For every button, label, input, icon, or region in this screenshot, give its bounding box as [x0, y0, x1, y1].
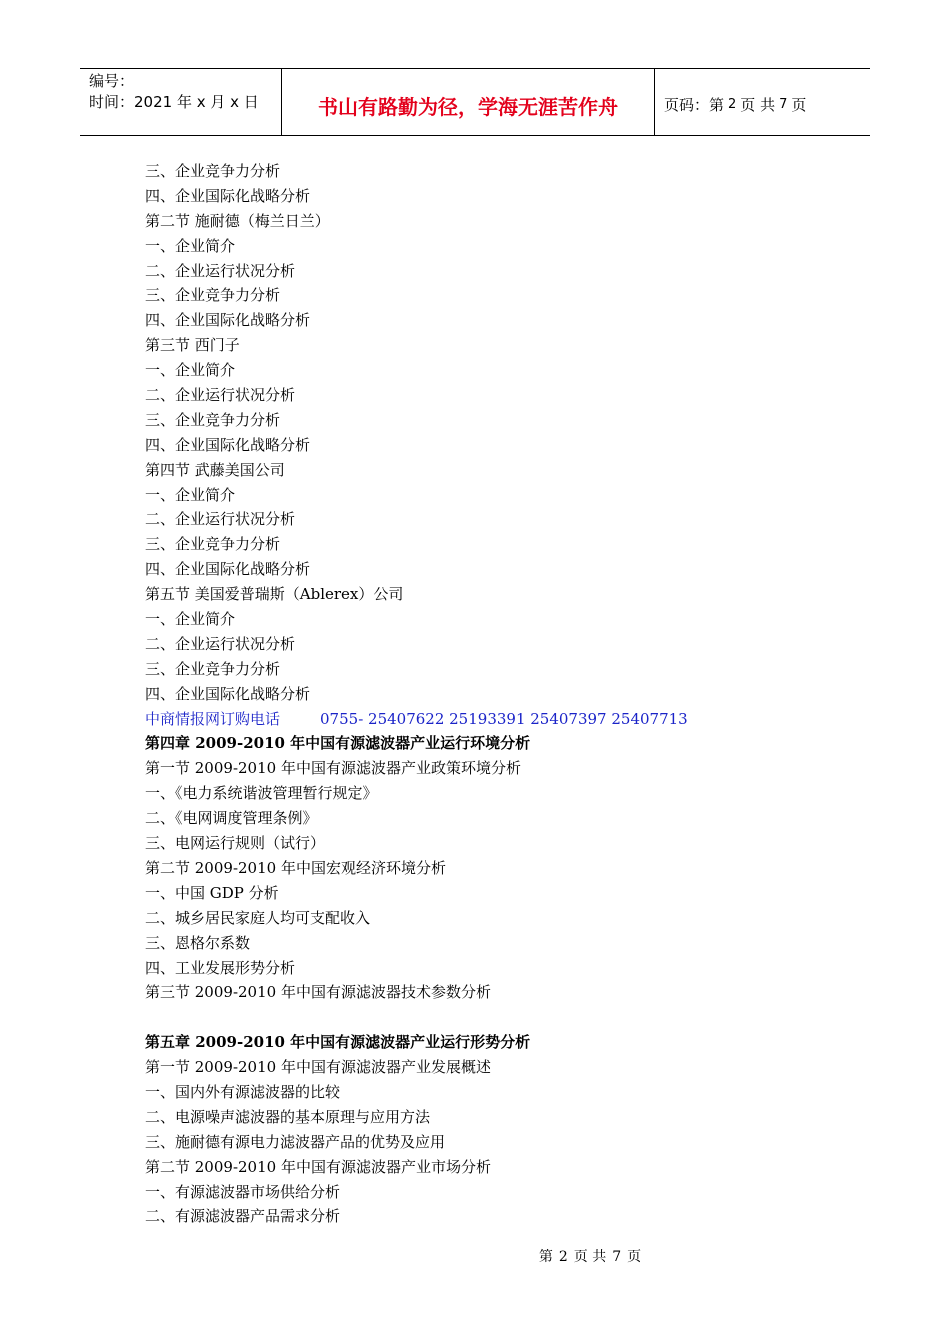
- toc-line-text: 一、国内外有源滤波器的比较: [145, 1082, 341, 1101]
- toc-line: [145, 433, 845, 458]
- toc-line: [145, 956, 845, 981]
- toc-line: [145, 781, 845, 806]
- chapter-heading: [145, 731, 845, 756]
- footer-mid: 页 共: [573, 1249, 607, 1265]
- toc-line-text: 三、恩格尔系数: [145, 933, 251, 952]
- toc-line: [145, 1080, 845, 1105]
- toc-line: [145, 358, 845, 383]
- toc-line: [145, 1130, 845, 1155]
- toc-line: [145, 209, 845, 234]
- toc-line: [145, 632, 845, 657]
- toc-line-text: 四、企业国际化战略分析: [145, 186, 311, 205]
- blank-line: [145, 1005, 845, 1030]
- document-number-label: 编号：: [89, 72, 135, 90]
- toc-line-text: 四、企业国际化战略分析: [145, 684, 311, 703]
- toc-line: [145, 856, 845, 881]
- order-phone-numbers: 0755- 25407622 25193391 25407397 25407713: [320, 709, 688, 728]
- toc-line-text: 中商情报网订购电话: [145, 709, 281, 728]
- toc-line-text: 四、企业国际化战略分析: [145, 435, 311, 454]
- header-page-mid: 页 共: [740, 95, 776, 114]
- toc-line-text: 三、企业竞争力分析: [145, 659, 281, 678]
- toc-line-text: 三、企业竞争力分析: [145, 410, 281, 429]
- toc-line-text: 第二节 2009-2010 年中国宏观经济环境分析: [145, 858, 446, 877]
- toc-line-text: 三、企业竞争力分析: [145, 286, 281, 305]
- page-footer: [0, 1246, 950, 1266]
- toc-line: [145, 507, 845, 532]
- toc-line-text: 二、企业运行状况分析: [145, 386, 296, 405]
- toc-line-text: 三、企业竞争力分析: [145, 535, 281, 554]
- toc-line: [145, 333, 845, 358]
- toc-line: [145, 308, 845, 333]
- header-page-current: 2: [728, 96, 737, 112]
- header-page-suffix: 页: [791, 95, 807, 114]
- toc-line: [145, 682, 845, 707]
- order-phone-line: [145, 707, 845, 732]
- toc-line-text: 二、城乡居民家庭人均可支配收入: [145, 908, 371, 927]
- footer-suffix: 页: [627, 1249, 642, 1265]
- toc-line-text: 第一节 2009-2010 年中国有源滤波器产业政策环境分析: [145, 759, 521, 778]
- toc-line: [145, 1180, 845, 1205]
- page-header: [80, 68, 870, 136]
- toc-line: [145, 557, 845, 582]
- toc-line-text: 一、《电力系统谐波管理暂行规定》: [145, 784, 378, 803]
- toc-line-text: 四、企业国际化战略分析: [145, 560, 311, 579]
- toc-line-text: 第三节 西门子: [145, 336, 240, 355]
- toc-line: [145, 458, 845, 483]
- header-motto-cell: [282, 69, 655, 135]
- toc-line: [145, 259, 845, 284]
- toc-line: [145, 607, 845, 632]
- toc-line: [145, 532, 845, 557]
- toc-line: [145, 1204, 845, 1229]
- toc-line-text: 一、企业简介: [145, 361, 236, 380]
- toc-line-text: 一、企业简介: [145, 610, 236, 629]
- toc-line: [145, 931, 845, 956]
- toc-line: [145, 980, 845, 1005]
- toc-line-text: 第三节 2009-2010 年中国有源滤波器技术参数分析: [145, 983, 491, 1002]
- toc-line-text: 第四章 2009-2010 年中国有源滤波器产业运行环境分析: [145, 734, 531, 753]
- toc-line-text: 四、企业国际化战略分析: [145, 311, 311, 330]
- header-page-cell: [655, 69, 870, 135]
- toc-line-text: 第二节 施耐德（梅兰日兰）: [145, 211, 330, 230]
- header-meta-cell: [80, 69, 282, 135]
- toc-line-text: 第五章 2009-2010 年中国有源滤波器产业运行形势分析: [145, 1033, 531, 1052]
- footer-page-current: 2: [558, 1249, 568, 1265]
- toc-line: [145, 408, 845, 433]
- toc-line: [145, 906, 845, 931]
- toc-line: [145, 234, 845, 259]
- toc-line-text: 一、企业简介: [145, 485, 236, 504]
- header-page-prefix: 页码：第: [664, 95, 725, 114]
- header-motto: 书山有路勤为径，学海无涯苦作舟: [318, 94, 618, 119]
- toc-line-text: 第二节 2009-2010 年中国有源滤波器产业市场分析: [145, 1157, 491, 1176]
- toc-line-text: 第五节 美国爱普瑞斯（Ablerex）公司: [145, 585, 404, 604]
- toc-line: [145, 1055, 845, 1080]
- toc-line: [145, 657, 845, 682]
- toc-line-text: 一、中国 GDP 分析: [145, 883, 279, 902]
- footer-prefix: 第: [538, 1249, 553, 1265]
- toc-line-text: 一、有源滤波器市场供给分析: [145, 1182, 341, 1201]
- toc-line-text: 一、企业简介: [145, 236, 236, 255]
- toc-line: [145, 159, 845, 184]
- header-page-total: 7: [779, 96, 788, 112]
- toc-line: [145, 806, 845, 831]
- document-time-label: 时间：2021 年 x 月 x 日: [89, 93, 259, 111]
- toc-line: [145, 756, 845, 781]
- toc-line: [145, 483, 845, 508]
- toc-line-text: 三、施耐德有源电力滤波器产品的优势及应用: [145, 1132, 446, 1151]
- toc-line-text: 三、电网运行规则（试行）: [145, 834, 326, 853]
- toc-line: [145, 383, 845, 408]
- toc-line-text: 二、有源滤波器产品需求分析: [145, 1207, 341, 1226]
- toc-line-text: 二、企业运行状况分析: [145, 261, 296, 280]
- toc-line-text: 三、企业竞争力分析: [145, 162, 281, 180]
- toc-line-text: 二、《电网调度管理条例》: [145, 809, 318, 828]
- toc-line-text: 第一节 2009-2010 年中国有源滤波器产业发展概述: [145, 1058, 491, 1077]
- toc-line-text: 二、电源噪声滤波器的基本原理与应用方法: [145, 1107, 431, 1126]
- footer-page-total: 7: [612, 1249, 622, 1265]
- toc-line: [145, 1155, 845, 1180]
- toc-line: [145, 1105, 845, 1130]
- toc-line: [145, 881, 845, 906]
- toc-line: [145, 582, 845, 607]
- toc-line-text: 二、企业运行状况分析: [145, 510, 296, 529]
- toc-line-text: 四、工业发展形势分析: [145, 958, 296, 977]
- toc-line-text: 第四节 武藤美国公司: [145, 460, 285, 479]
- toc-line-text: 二、企业运行状况分析: [145, 634, 296, 653]
- toc-line: [145, 184, 845, 209]
- chapter-heading: [145, 1030, 845, 1055]
- toc-line: [145, 831, 845, 856]
- toc-line: [145, 283, 845, 308]
- table-of-contents: [145, 159, 845, 1229]
